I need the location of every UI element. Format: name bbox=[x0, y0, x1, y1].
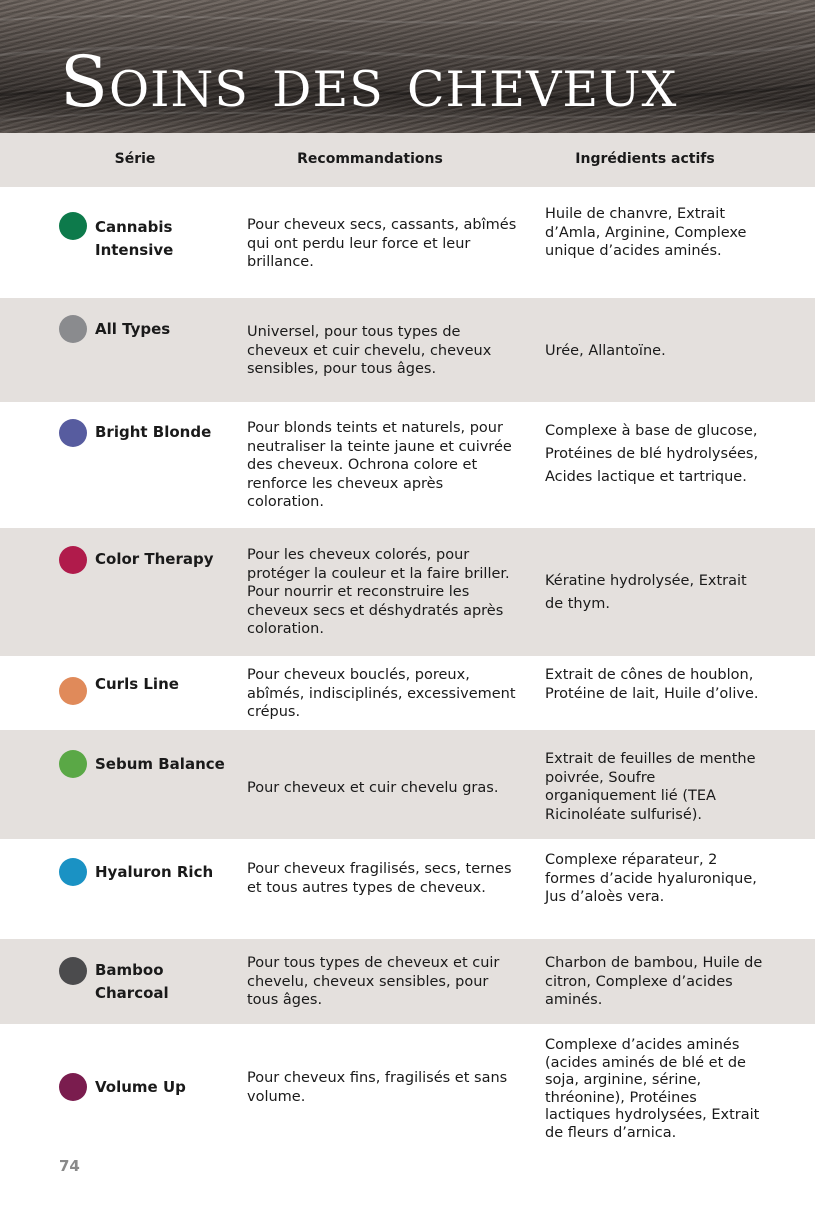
hair-banner bbox=[0, 0, 815, 133]
series-color-dot bbox=[59, 750, 87, 778]
recommendation: Pour cheveux et cuir chevelu gras. bbox=[247, 780, 499, 796]
active-ingredients: Complexe réparateur, 2 formes d’acide hyaluronique, Jus d’aloès vera. bbox=[545, 852, 757, 905]
series-name: Volume Up bbox=[95, 1078, 186, 1096]
series-name: Bamboo Charcoal bbox=[95, 961, 169, 1002]
table-row bbox=[0, 839, 815, 939]
recommendation: Pour cheveux bouclés, poreux, abîmés, indisciplinés, excessivement crépus. bbox=[247, 667, 516, 720]
table-row bbox=[0, 528, 815, 656]
series-color-dot bbox=[59, 315, 87, 343]
series-color-dot bbox=[59, 677, 87, 705]
column-header-serie: Série bbox=[114, 151, 156, 167]
active-ingredients: Charbon de bambou, Huile de citron, Complexe d’acides aminés. bbox=[545, 955, 763, 1008]
active-ingredients: Huile de chanvre, Extrait d’Amla, Arginine, Complexe unique d’acides aminés. bbox=[545, 206, 747, 259]
active-ingredients: Complexe d’acides aminés (acides aminés de blé et de soja, arginine, sérine, thréonine), Protéines lactiques hydrolysées, Extrait de fleurs d’arnica. bbox=[545, 1037, 760, 1141]
table-row bbox=[0, 187, 815, 298]
table-row bbox=[0, 656, 815, 730]
column-header-ingredients: Ingrédients actifs bbox=[575, 151, 715, 167]
page-title: Soins des cheveux bbox=[60, 41, 678, 123]
page-number: 74 bbox=[59, 1157, 80, 1175]
recommendation: Pour tous types de cheveux et cuir chevelu, cheveux sensibles, pour tous âges. bbox=[247, 955, 500, 1008]
series-color-dot bbox=[59, 212, 87, 240]
series-color-dot bbox=[59, 546, 87, 574]
active-ingredients: Complexe à base de glucose, Protéines de blé hydrolysées, Acides lactique et tartrique. bbox=[545, 423, 759, 485]
series-name: All Types bbox=[95, 320, 171, 338]
table-row bbox=[0, 730, 815, 839]
active-ingredients: Extrait de feuilles de menthe poivrée, Soufre organiquement lié (TEA Ricinoléate sulfurisé). bbox=[545, 751, 756, 823]
table-row bbox=[0, 939, 815, 1024]
recommendation: Pour cheveux secs, cassants, abîmés qui ont perdu leur force et leur brillance. bbox=[247, 217, 517, 270]
recommendation: Pour cheveux fragilisés, secs, ternes et tous autres types de cheveux. bbox=[247, 861, 512, 896]
series-color-dot bbox=[59, 419, 87, 447]
active-ingredients: Urée, Allantoïne. bbox=[545, 343, 666, 359]
table-row bbox=[0, 1024, 815, 1149]
series-color-dot bbox=[59, 957, 87, 985]
table-header bbox=[0, 133, 815, 187]
recommendation: Universel, pour tous types de cheveux et cuir chevelu, cheveux sensibles, pour tous âges. bbox=[247, 324, 492, 377]
series-color-dot bbox=[59, 858, 87, 886]
recommendation: Pour les cheveux colorés, pour protéger la couleur et la faire briller. Pour nourrir et reconstruire les cheveux secs et déshydratés après coloration. bbox=[247, 547, 510, 637]
series-name: Cannabis Intensive bbox=[95, 218, 174, 259]
table-row bbox=[0, 298, 815, 402]
series-name: Hyaluron Rich bbox=[95, 863, 214, 881]
series-color-dot bbox=[59, 1073, 87, 1101]
series-name: Color Therapy bbox=[95, 550, 214, 568]
recommendation: Pour cheveux fins, fragilisés et sans volume. bbox=[247, 1070, 508, 1105]
active-ingredients: Kératine hydrolysée, Extrait de thym. bbox=[545, 573, 747, 612]
table-row bbox=[0, 402, 815, 528]
series-name: Curls Line bbox=[95, 675, 179, 693]
series-name: Sebum Balance bbox=[95, 755, 225, 773]
recommendation: Pour blonds teints et naturels, pour neutraliser la teinte jaune et cuivrée des cheveux. Ochrona colore et renforce les cheveux après coloration. bbox=[247, 420, 512, 510]
series-name: Bright Blonde bbox=[95, 423, 212, 441]
active-ingredients: Extrait de cônes de houblon, Protéine de lait, Huile d’olive. bbox=[545, 667, 759, 702]
column-header-recommandations: Recommandations bbox=[297, 151, 443, 167]
